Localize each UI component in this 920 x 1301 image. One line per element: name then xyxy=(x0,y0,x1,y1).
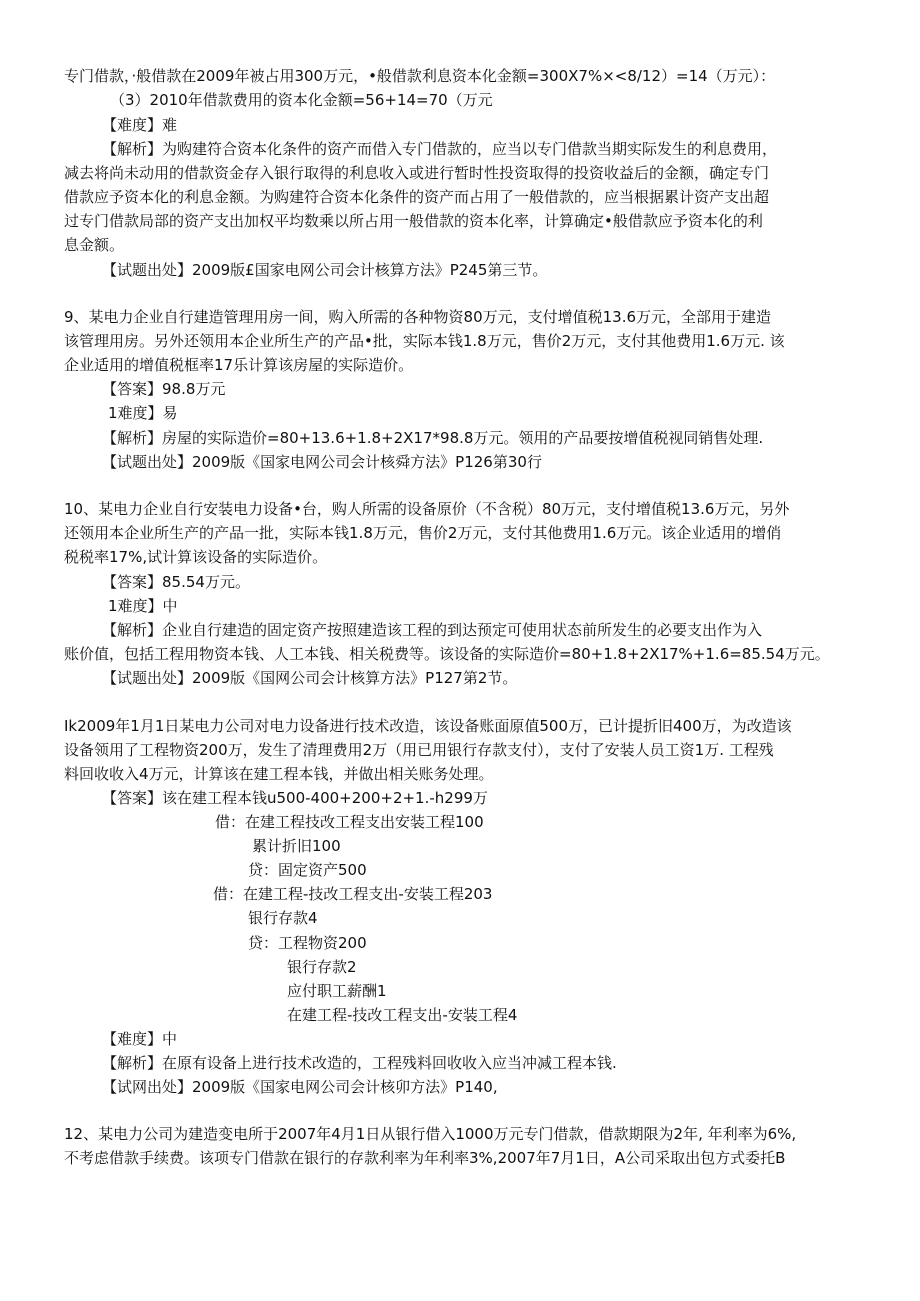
text-line: 【试题出处】2009版£国家电网公司会计核算方法》P245第三节。 xyxy=(102,261,548,279)
text-line: 【解析】房屋的实际造价=80+13.6+1.8+2X17*98.8万元。领用的产品要按增值税视同销售处理. xyxy=(102,429,764,447)
text-line: （3）2010年借款费用的资本化金额=56+14=70（万元 xyxy=(110,91,493,109)
text-line: 【试网出处】2009版《国家电网公司会计核卯方法》P140, xyxy=(102,1078,498,1096)
text-line: 税税率17%,试计算该设备的实际造价。 xyxy=(64,548,328,566)
text-line: 过专门借款局部的资产支出加权平均数乘以所占用一般借款的资本化率，计算确定•般借款应予资本化的利 xyxy=(64,212,763,230)
text-line: 【答案】该在建工程本钱u500-400+200+2+1.-h299万 xyxy=(102,789,488,807)
text-line: 息金额。 xyxy=(64,236,125,254)
question-11-line: Ik2009年1月1日某电力公司对电力设备进行技术改造，该设备账面原值500万，已计提折旧400万，为改造该 xyxy=(64,717,792,735)
text-line: 【难度】中 xyxy=(102,1030,178,1048)
text-line: 【解析】企业自行建造的固定资产按照建造该工程的到达预定可使用状态前所发生的必要支出作为入 xyxy=(102,621,763,639)
journal-entry-line: 银行存款4 xyxy=(248,909,318,927)
question-9-line: 9、某电力企业自行建造管理用房一间，购入所需的各种物资80万元，支付增值税13.6万元，全部用于建造 xyxy=(64,308,772,326)
text-line: 还领用本企业所生产的产品一批，实际本钱1.8万元，售价2万元，支付其他费用1.6万元。该企业适用的增俏 xyxy=(64,524,782,542)
text-line: 【答案】98.8万元 xyxy=(102,380,226,398)
text-line: 【答案】85.54万元。 xyxy=(102,573,250,591)
question-12-line: 12、某电力公司为建造变电所于2007年4月1日从银行借入1000万元专门借款，借款期限为2年, 年利率为6%, xyxy=(64,1125,797,1143)
text-line: 1难度】中 xyxy=(108,597,178,615)
journal-entry-line: 累计折旧100 xyxy=(252,837,341,855)
text-line: 【试题出处】2009版《国家电网公司会计核舜方法》P126第30行 xyxy=(102,453,542,471)
text-line: 【解析】为购建符合资本化条件的资产而借入专门借款的，应当以专门借款当期实际发生的利息费用， xyxy=(102,140,778,158)
journal-entry-line: 贷：固定资产500 xyxy=(248,861,367,879)
text-line: 料回收收入4万元，计算该在建工程本钱，并做出相关账务处理。 xyxy=(64,765,494,783)
text-line: 【难度】难 xyxy=(102,116,178,134)
text-line: 账价值，包括工程用物资本钱、人工本钱、相关税费等。该设备的实际造价=80+1.8+2X17%+1.6=85.54万元。 xyxy=(64,645,830,663)
journal-entry-line: 银行存款2 xyxy=(287,958,357,976)
text-line: 【解析】在原有设备上进行技术改造的，工程残料回收收入应当冲减工程本钱. xyxy=(102,1054,617,1072)
text-line: 减去将尚未动用的借款资金存入银行取得的利息收入或进行暂时性投资取得的投资收益后的金额，确定专门 xyxy=(64,164,770,182)
text-line: 设备领用了工程物资200万，发生了清理费用2万（用已用银行存款支付），支付了安装人员工资1万. 工程残 xyxy=(64,741,774,759)
text-line: 不考虑借款手续费。该项专门借款在银行的存款利率为年利率3%,2007年7月1日，A公司采取出包方式委托B xyxy=(64,1149,786,1167)
journal-entry-line: 借：在建工程-技改工程支出-安装工程203 xyxy=(213,885,493,903)
text-line: 【试题出处】2009版《国网公司会计核算方法》P127第2节。 xyxy=(102,669,518,687)
journal-entry-line: 借：在建工程技改工程支出安装工程100 xyxy=(215,813,484,831)
text-line: 该管理用房。另外还领用本企业所生产的产品•批，实际本钱1.8万元，售价2万元，支付其他费用1.6万元. 该 xyxy=(64,332,785,350)
text-line: 借款应予资本化的利息金额。为购建符合资本化条件的资产而占用了一般借款的，应当根据累计资产支出超 xyxy=(64,188,770,206)
journal-entry-line: 应付职工薪酬1 xyxy=(287,982,387,1000)
question-10-line: 10、某电力企业自行安装电力设备•台，购人所需的设备原价（不含税）80万元，支付增值税13.6万元，另外 xyxy=(64,500,790,518)
text-line: 1难度】易 xyxy=(108,404,178,422)
journal-entry-line: 贷：工程物资200 xyxy=(248,934,367,952)
text-line: 专门借款，·般借款在2009年被占用300万元，•般借款利息资本化金额=300X7%×<8/12）=14（万元）： xyxy=(64,67,776,85)
text-line: 企业适用的增值税框率17乐计算该房屋的实际造价。 xyxy=(64,356,414,374)
journal-entry-line: 在建工程-技改工程支出-安装工程4 xyxy=(287,1006,518,1024)
